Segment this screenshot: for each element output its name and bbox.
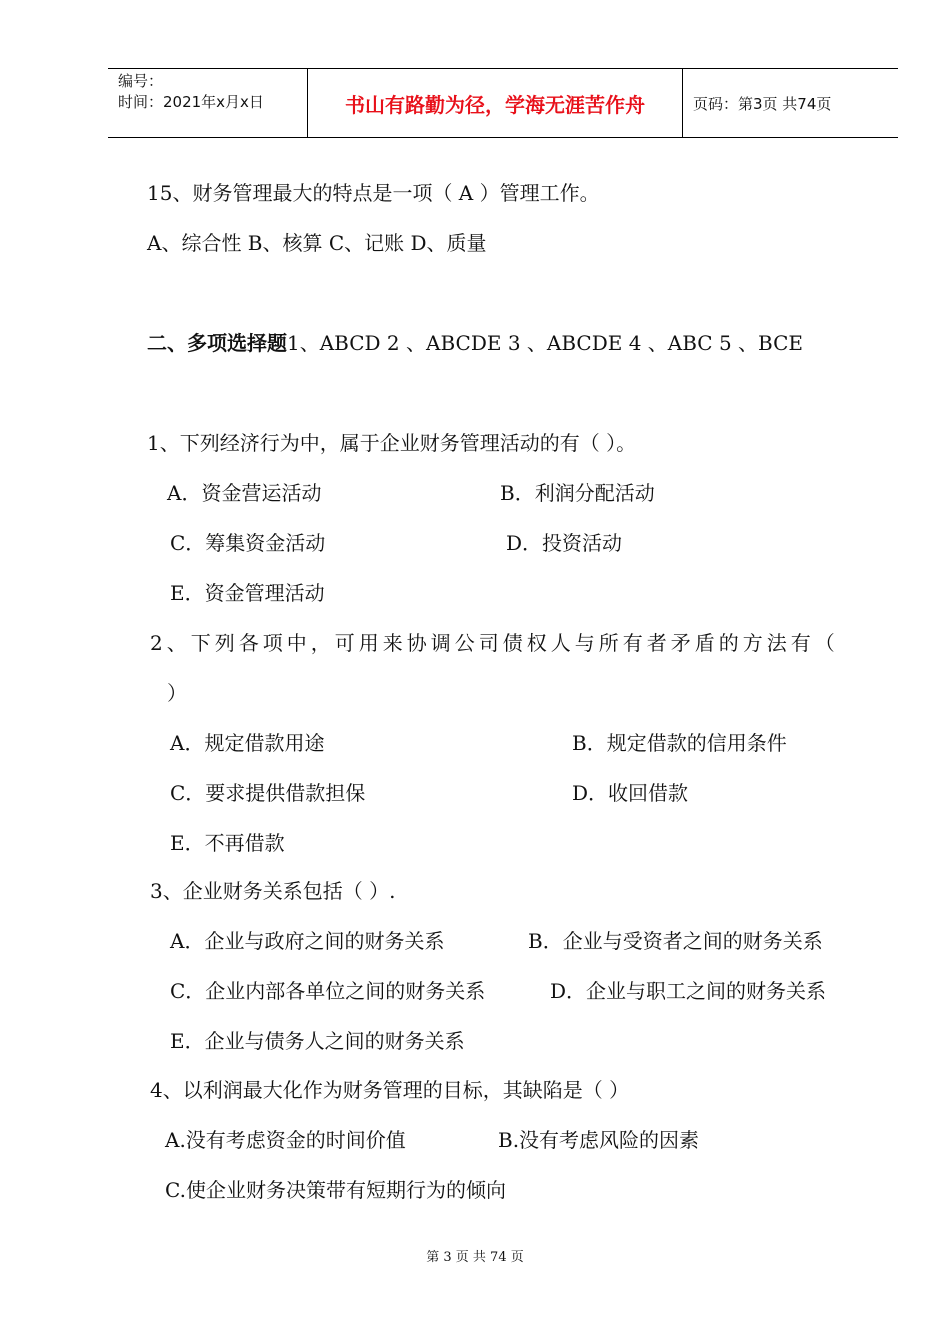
mq3-option-e: E．企业与债务人之间的财务关系 <box>170 1029 465 1053</box>
code-label: 编号： <box>118 72 164 90</box>
page-footer: 第 3 页 共 74 页 <box>426 1250 524 1265</box>
mq2-stem: 2、下列各项中，可用来协调公司债权人与所有者矛盾的方法有（ <box>150 631 839 655</box>
mq3-option-b: B．企业与受资者之间的财务关系 <box>528 929 823 953</box>
mq3-stem: 3、企业财务关系包括（ ）. <box>150 879 396 903</box>
mq1-option-a: A．资金营运活动 <box>167 481 322 505</box>
header-page-info: 页码：第3页 共74页 <box>693 94 832 113</box>
q15-options: A、综合性 B、核算 C、记账 D、质量 <box>147 231 487 255</box>
mq2-option-e: E．不再借款 <box>170 831 285 855</box>
mq4-stem: 4、以利润最大化作为财务管理的目标，其缺陷是（ ） <box>150 1078 630 1102</box>
mq2-stem-cont: ） <box>167 681 187 705</box>
page-header <box>108 68 898 138</box>
mq2-option-c: C．要求提供借款担保 <box>170 781 366 805</box>
mq2-option-a: A．规定借款用途 <box>170 731 325 755</box>
section2-answers: 1、ABCD 2 、ABCDE 3 、ABCDE 4 、ABC 5 、BCE <box>287 331 804 355</box>
mq4-option-c: C.使企业财务决策带有短期行为的倾向 <box>165 1178 506 1202</box>
section2-heading <box>147 330 803 356</box>
mq1-option-d: D．投资活动 <box>506 531 623 555</box>
mq3-option-c: C．企业内部各单位之间的财务关系 <box>170 979 486 1003</box>
mq1-option-e: E．资金管理活动 <box>170 581 325 605</box>
mq3-option-d: D．企业与职工之间的财务关系 <box>550 979 827 1003</box>
header-meta <box>108 69 308 137</box>
mq1-option-b: B．利润分配活动 <box>500 481 655 505</box>
mq1-stem: 1、下列经济行为中，属于企业财务管理活动的有（ ）。 <box>147 431 637 455</box>
mq2-option-b: B．规定借款的信用条件 <box>572 731 787 755</box>
mq3-option-a: A．企业与政府之间的财务关系 <box>170 929 445 953</box>
mq2-option-d: D．收回借款 <box>572 781 689 805</box>
mq4-option-b: B.没有考虑风险的因素 <box>498 1128 700 1152</box>
header-date: 时间：2021年x月x日 <box>118 93 264 111</box>
mq4-option-a: A.没有考虑资金的时间价值 <box>165 1128 406 1152</box>
section2-title: 二、多项选择题 <box>147 331 287 355</box>
header-motto: 书山有路勤为径，学海无涯苦作舟 <box>308 69 683 137</box>
mq1-option-c: C．筹集资金活动 <box>170 531 326 555</box>
q15-stem: 15、财务管理最大的特点是一项（ A ）管理工作。 <box>147 181 600 205</box>
